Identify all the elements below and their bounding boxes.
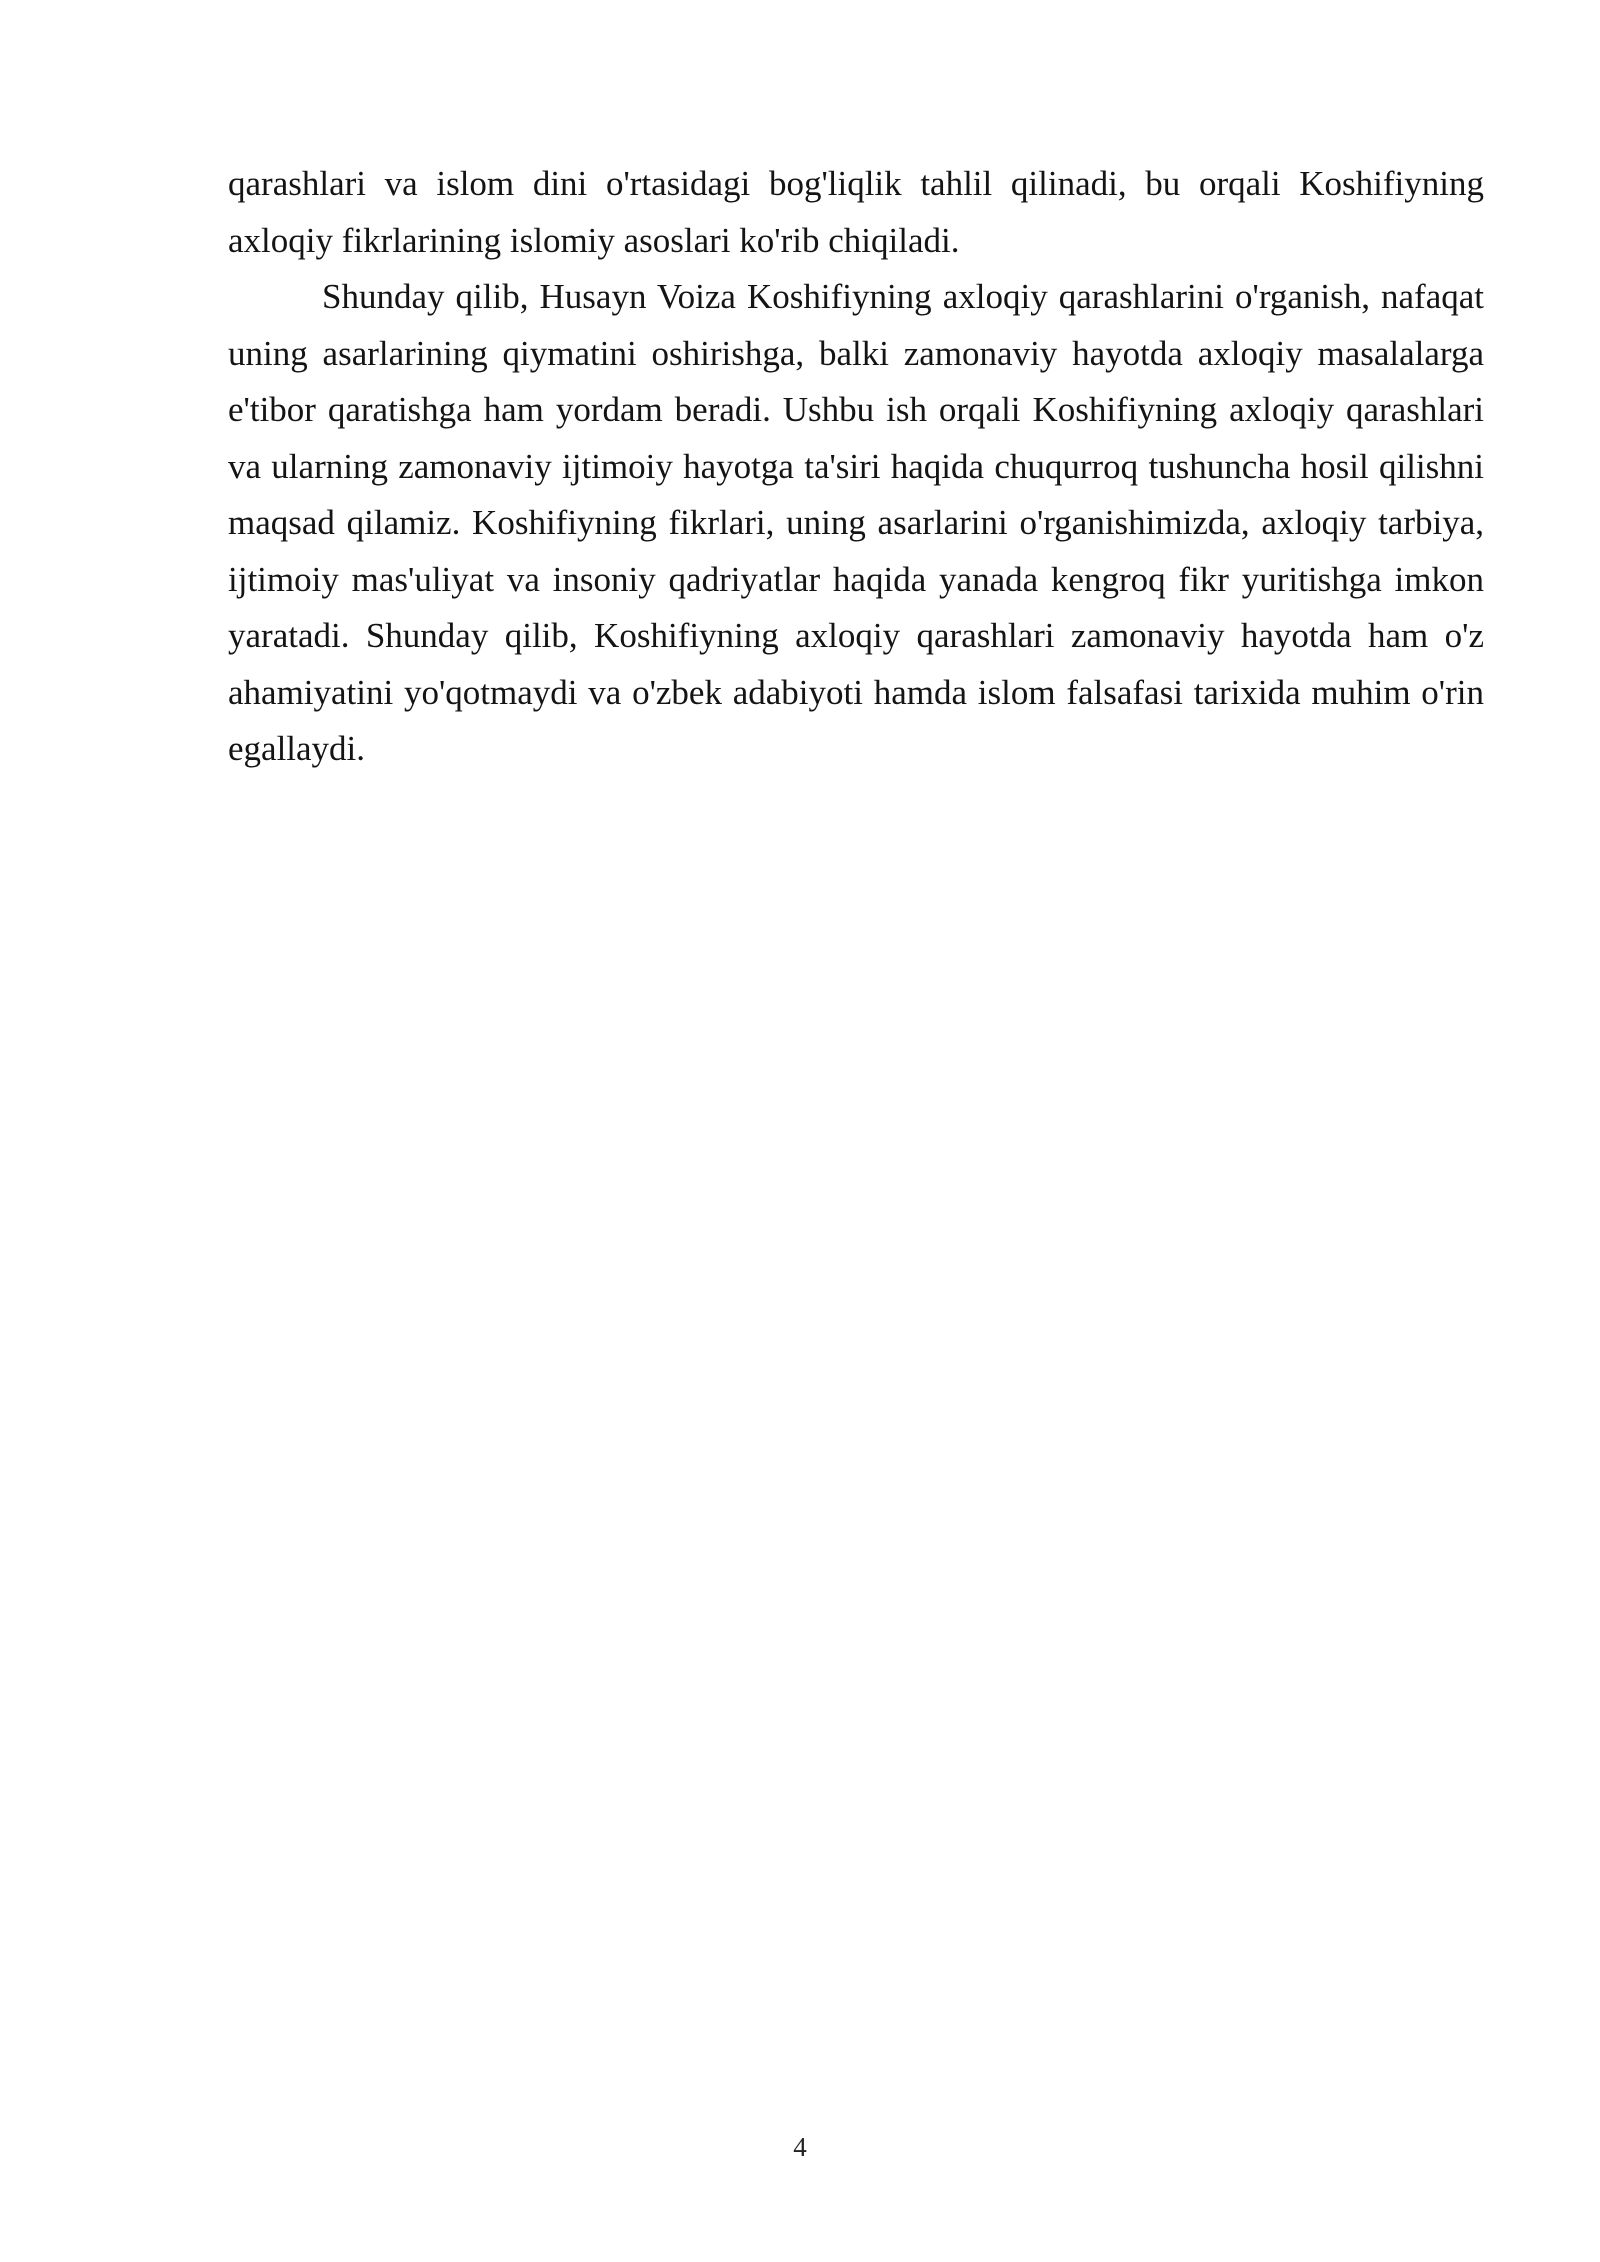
body-text	[228, 156, 1484, 778]
paragraph-conclusion: Shunday qilib, Husayn Voiza Koshifiyning axloqiy qarashlarini o'rganish, nafaqat uning asarlarining qiymatini oshirishga, balki zamonaviy hayotda axloqiy masalalarga e'tibor qaratishga ham yordam beradi. Ushbu ish orqali Koshifiyning axloqiy qarashlari va ularning zamonaviy ijtimoiy hayotga ta'siri haqida chuqurroq tushuncha hosil qilishni maqsad qilamiz. Koshifiyning fikrlari, uning asarlarini o'rganishimizda, axloqiy tarbiya, ijtimoiy mas'uliyat va insoniy qadriyatlar haqida yanada kengroq fikr yuritishga imkon yaratadi. Shunday qilib, Koshifiyning axloqiy qarashlari zamonaviy hayotda ham o'z ahamiyatini yo'qotmaydi va o'zbek adabiyoti hamda islom falsafasi tarixida muhim o'rin egallaydi.	[228, 277, 1484, 768]
paragraph-continued: qarashlari va islom dini o'rtasidagi bog'liqlik tahlil qilinadi, bu orqali Koshifiyning axloqiy fikrlarining islomiy asoslari ko'rib chiqiladi.	[228, 164, 1484, 260]
page-number: 4	[793, 2132, 807, 2162]
